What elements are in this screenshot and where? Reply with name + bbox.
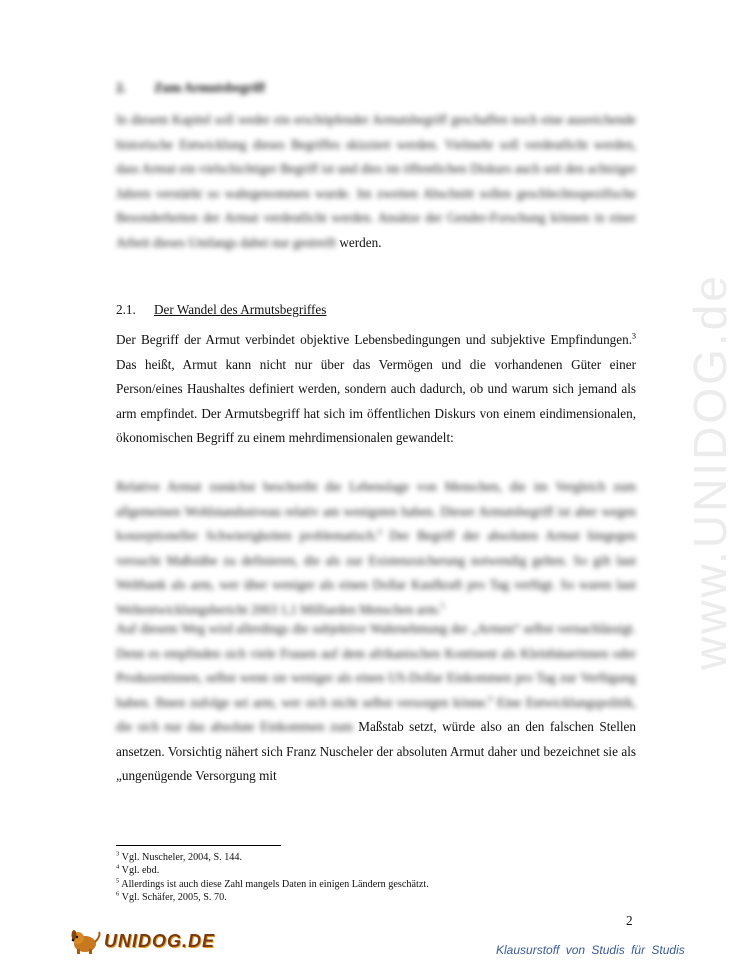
para2-text-b: Der Begriff der absoluten Armut hingegen versucht Maßstäbe zu definieren, die als zur Existenzsicherung notwendig gelten. So gilt laut Weltbank als arm, wer über weniger als einen Dollar Kaufkraft pro Tag verfügt. So waren laut Weltentwicklungsbericht 2003 1,1 Milliarden Menschen arm. [116, 528, 636, 617]
footnote-divider [116, 845, 281, 846]
intro-tail-text: werden. [339, 234, 382, 250]
para1-text-b: Das heißt, Armut kann nicht nur über das Vermögen und die vorhandenen Güter einer Person/eines Haushaltes definiert werden, sondern auch dadurch, ob und warum sich jemand als arm empfindet. Der Armutsbegriff hat sich im öffentlichen Diskurs von einem eindimensionalen, ökonomischen Begriff zu einem mehrdimensionalen gewandelt: [116, 356, 636, 445]
subsection-title: Der Wandel des Armutsbegriffes [154, 302, 327, 317]
paragraph-subjektive-wahrnehmung [116, 617, 636, 789]
footer-tagline: Klausurstoff von Studis für Studis [496, 943, 685, 957]
footnote-number: 5 [116, 877, 120, 885]
footnote-ref-6: 6 [488, 694, 493, 704]
footnote-item [116, 878, 429, 891]
section-title: Zum Armutsbegriff [154, 80, 265, 95]
footnote-ref-3[interactable]: 3 [632, 331, 636, 341]
footnote-ref-5: 5 [440, 601, 445, 611]
footnotes [116, 851, 429, 905]
intro-blurred-text: In diesem Kapitel soll weder ein erschöpfender Armutsbegriff geschaffen noch eine ausreichende historische Entwicklung dieses Begriffes skizziert werden. Vielmehr soll verdeutlicht werden, dass Armut ein vielschichtiger Begriff ist und dies im öffentlichen Diskurs auch seit den achtziger Jahren verstärkt so wahrgenommen wurde. Im zweiten Abschnitt sollen geschlechtsspezifische Besonderheiten der Armut verdeutlicht werden. Ansätze der Gender-Forschung können in einer Arbeit dieses Umfangs dabei nur gestreift [116, 112, 636, 250]
unidog-logo[interactable] [68, 927, 215, 955]
footnote-number: 3 [116, 850, 120, 858]
subsection-number: 2.1. [116, 302, 136, 317]
para1-text-a: Der Begriff der Armut verbindet objektive Lebensbedingungen und subjektive Empfindungen. [116, 332, 632, 347]
dog-icon [68, 927, 102, 955]
footnote-number: 4 [116, 864, 120, 872]
footnote-text: Vgl. Nuscheler, 2004, S. 144. [119, 852, 243, 863]
footnote-ref-4: 4 [377, 527, 382, 537]
footnote-text: Vgl. ebd. [119, 865, 160, 877]
footnote-item [116, 891, 429, 904]
footnote-item [116, 851, 429, 864]
footnote-text: Vgl. Schäfer, 2005, S. 70. [119, 892, 227, 904]
subsection-heading [116, 302, 326, 318]
para2-text-a: Relative Armut zunächst beschreibt die Lebenslage von Menschen, die im Vergleich zum allgemeinen Wohlstandsniveau relativ am wenigsten haben. Dieser Armutsbegriff ist aber wegen konzeptioneller Schwierigkeiten problematisch. [116, 479, 636, 543]
footnote-number: 6 [116, 890, 120, 898]
page-number: 2 [626, 913, 633, 928]
footnote-item [116, 864, 429, 877]
section-number: 2. [116, 80, 126, 95]
para3-text-b: Eine Entwicklungspolitik, die sich nur das absolute Einkommen zum [116, 694, 636, 734]
paragraph-relative-armut [116, 475, 636, 622]
section-heading [116, 80, 265, 96]
intro-paragraph [116, 108, 636, 255]
watermark: www.UNIDOG.de [684, 273, 736, 670]
logo-text: UNIDOG.DE [104, 930, 216, 951]
para3-tail-text: Maßstab setzt, würde also an den falschen Stellen ansetzen. Vorsichtig nähert sich Franz Nuscheler der absoluten Armut daher und bezeichnet sie als „ungenügende Versorgung mit [116, 719, 636, 783]
para3-text-a: Auf diesem Weg wird allerdings die subjektive Wahrnehmung der „Armen“ selbst vernachlässigt. Denn es empfinden sich viele Frauen auf dem afrikanischen Kontinent als Kleinbäuerinnen oder Produzentinnen, selbst wenn sie weniger als einen US-Dollar Einkommen pro Tag zur Verfügung haben. Ihnen zufolge sei arm, wer sich nicht selbst versorgen könne. [116, 621, 636, 710]
footnote-text: Allerdings ist auch diese Zahl mangels Daten in einigen Ländern geschätzt. [119, 878, 429, 890]
paragraph-armut-definition [116, 328, 636, 451]
